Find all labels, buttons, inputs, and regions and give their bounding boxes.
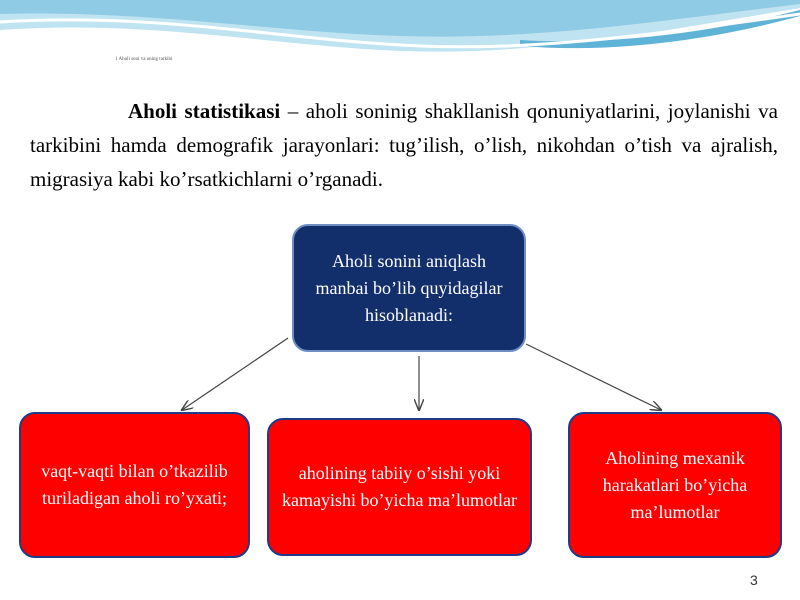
page-number: 3	[750, 572, 758, 588]
header-wave-decoration	[0, 0, 800, 80]
source-root-node: Aholi sonini aniqlash manbai bo’lib quyidagilar hisoblanadi:	[292, 224, 526, 352]
header-note: 1 Aholi soni va uning tarkibi	[115, 57, 173, 62]
arrow-to-right-item	[526, 344, 661, 410]
migration-node: Aholining mexanik harakatlari bo’yicha ma’lumotlar	[568, 412, 782, 558]
census-node: vaqt-vaqti bilan o’tkazilib turiladigan aholi ro’yxati;	[19, 412, 250, 558]
natural-growth-node: aholining tabiiy o’sishi yoki kamayishi bo’yicha ma’lumotlar	[267, 418, 532, 556]
intro-paragraph	[30, 94, 778, 196]
arrow-to-left-item	[182, 338, 288, 410]
intro-term: Aholi statistikasi	[128, 99, 281, 123]
intro-definition: – aholi soninig shakllanish qonuniyatlarini, joylanishi va tarkibini hamda demografik jarayonlari: tug’ilish, o’lish, nikohdan o’tish va ajralish, migrasiya kabi ko’rsatkichlarni o’rganadi.	[30, 99, 778, 192]
